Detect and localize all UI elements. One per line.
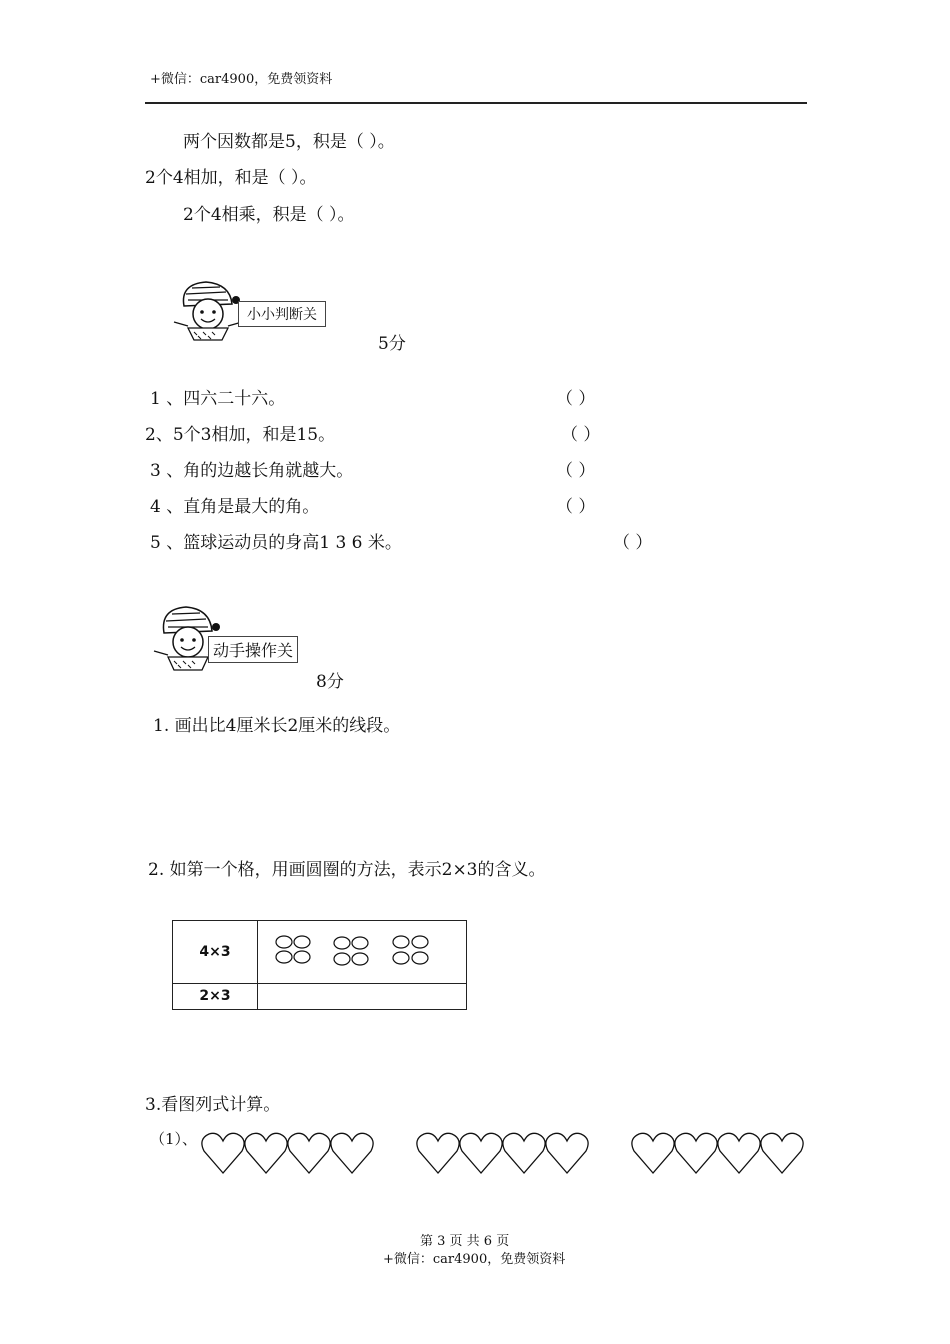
heart-group-2 <box>417 1133 588 1173</box>
header-rule <box>145 102 807 104</box>
judge-bracket-2: （ ） <box>561 425 601 445</box>
question-1: 1. 画出比4厘米长2厘米的线段。 <box>153 716 401 736</box>
judge-item-2: 2、5个3相加，和是15。 <box>145 425 336 445</box>
judge-bracket-1: （ ） <box>556 389 596 409</box>
heart-group-1 <box>202 1133 373 1173</box>
circle-cell <box>258 921 467 984</box>
question-3-sub: （1）、 <box>150 1130 198 1148</box>
judge-score: 5分 <box>378 334 406 354</box>
header-text: +微信：car4900，免费领资料 <box>150 72 333 87</box>
footer-page: 第 3 页 共 6 页 <box>420 1234 510 1249</box>
footer-text: +微信：car4900，免费领资料 <box>383 1252 566 1267</box>
row-label-2x3: 2×3 <box>173 983 258 1009</box>
judge-badge: 小小判断关 <box>238 301 326 327</box>
judge-bracket-3: （ ） <box>556 461 596 481</box>
judge-item-5: 5 、篮球运动员的身高1 3 6 米。 <box>150 533 402 553</box>
judge-item-4: 4 、直角是最大的角。 <box>150 497 320 517</box>
fill-item-3: 2个4相乘，积是（ ）。 <box>183 205 355 225</box>
judge-item-1: 1 、四六二十六。 <box>150 389 286 409</box>
question-3: 3.看图列式计算。 <box>145 1095 281 1115</box>
answer-cell[interactable] <box>258 983 467 1009</box>
fill-item-2: 2个4相加，和是（ ）。 <box>145 168 317 188</box>
row-label-4x3: 4×3 <box>173 921 258 984</box>
judge-bracket-4: （ ） <box>556 497 596 517</box>
heart-group-3 <box>632 1133 803 1173</box>
judge-bracket-5: （ ） <box>613 533 653 553</box>
clown-mascot-icon <box>170 278 245 343</box>
hands-badge: 动手操作关 <box>208 636 298 663</box>
hands-score: 8分 <box>316 672 344 692</box>
question-2: 2. 如第一个格，用画圆圈的方法，表示2×3的含义。 <box>148 860 546 880</box>
judge-item-3: 3 、角的边越长角就越大。 <box>150 461 354 481</box>
hearts-drawing <box>198 1130 810 1175</box>
fill-item-1: 两个因数都是5，积是（ ）。 <box>183 132 395 152</box>
circles-drawing <box>258 932 463 972</box>
circle-table <box>172 920 467 1010</box>
